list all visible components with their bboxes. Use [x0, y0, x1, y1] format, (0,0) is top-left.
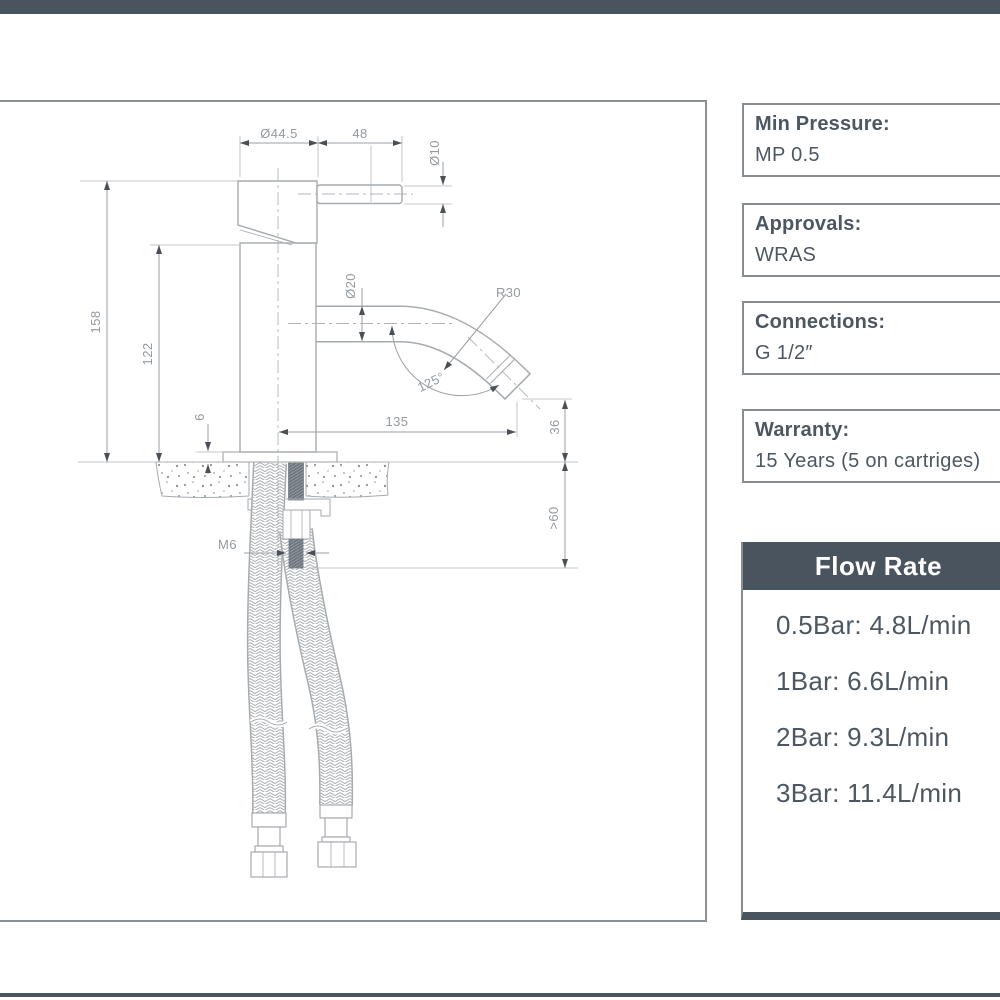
dim-label-lever-diameter: Ø10: [427, 140, 442, 166]
spec-value-min-pressure: MP 0.5: [755, 144, 820, 166]
spec-value-approvals: WRAS: [755, 244, 817, 266]
dim-label-bend-radius: R30: [496, 285, 522, 300]
dim-label-clearance: >60: [546, 506, 561, 530]
spec-panel-warranty: [742, 409, 1000, 483]
flexible-hose-left: [264, 463, 270, 813]
flow-rate-row-0.5bar: 0.5Bar: 4.8L/min: [776, 610, 972, 640]
dim-label-total-height: 158: [88, 310, 103, 334]
flow-rate-header: Flow Rate: [743, 542, 1000, 590]
dim-label-lever-length: 48: [352, 126, 368, 141]
flow-rate-row-2bar: 2Bar: 9.3L/min: [776, 722, 950, 752]
dim-label-base-height: 6: [192, 413, 207, 421]
hose-fitting-right: [318, 805, 356, 867]
spec-value-connections: G 1/2″: [755, 342, 813, 364]
spec-label-approvals: Approvals:: [755, 213, 862, 235]
hose-fitting-left: [251, 813, 287, 877]
spec-value-warranty: 15 Years (5 on cartriges): [755, 450, 981, 472]
dim-label-outlet-height: 36: [547, 419, 562, 435]
spec-label-connections: Connections:: [755, 311, 886, 333]
flow-rate-row-1bar: 1Bar: 6.6L/min: [776, 666, 950, 696]
spec-panel-min-pressure: [742, 103, 1000, 177]
faucet-outline: [156, 181, 518, 877]
dim-label-spout-diameter: Ø20: [343, 273, 358, 299]
spec-label-warranty: Warranty:: [755, 419, 850, 441]
dim-label-spout-angle: 125°: [414, 368, 448, 395]
dim-label-thread-size: M6: [218, 537, 237, 552]
spec-label-min-pressure: Min Pressure:: [755, 113, 890, 135]
flow-rate-row-3bar: 3Bar: 11.4L/min: [776, 778, 963, 808]
flow-rate-body: [743, 590, 1000, 809]
dim-label-diameter-head: Ø44.5: [260, 126, 298, 141]
flexible-hose-right: [296, 530, 336, 805]
flow-rate-panel: [741, 542, 1000, 920]
spec-panel-connections: [742, 301, 1000, 375]
spec-panel-approvals: [742, 203, 1000, 277]
dim-label-body-height: 122: [140, 342, 155, 366]
dim-label-spout-reach: 135: [385, 414, 409, 429]
